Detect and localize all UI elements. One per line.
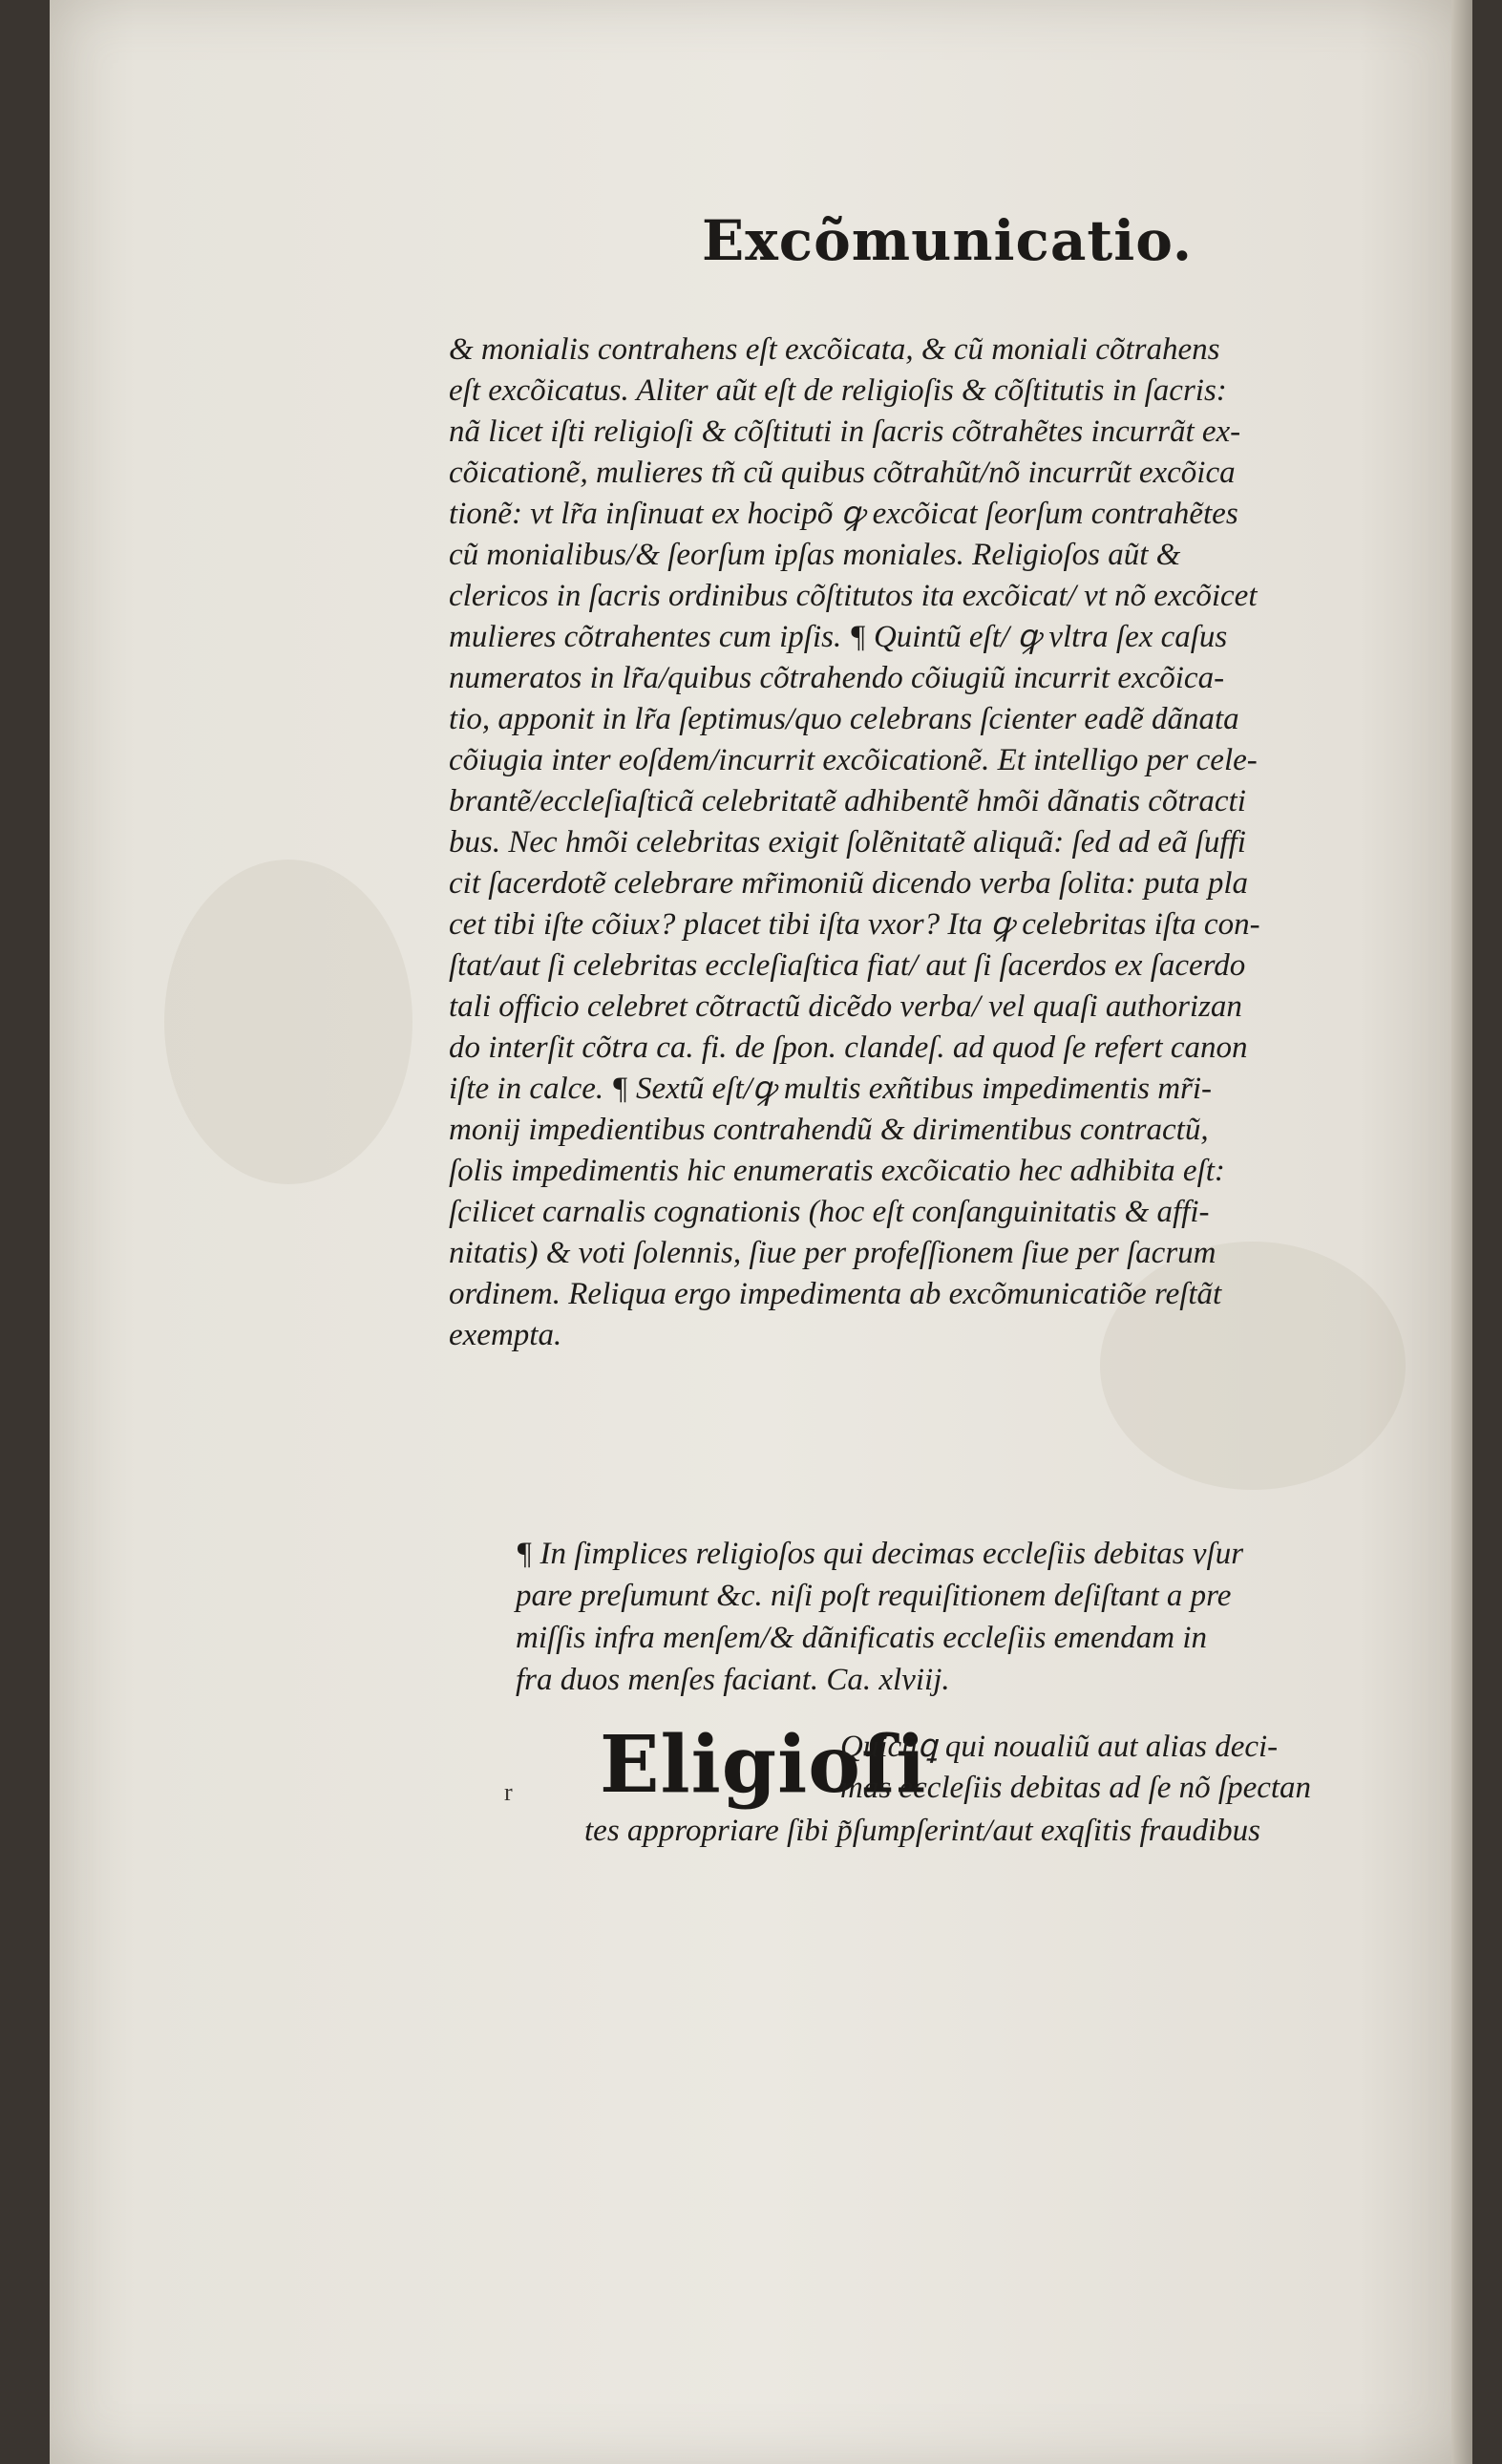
decorated-initial-word: Eligioſi: [600, 1719, 927, 1811]
text-line: cet tibi iſte cõiux? placet tibi iſta vxor? Ita ꝙ celebritas iſta con-: [449, 907, 1260, 942]
text-line: & monialis contrahens eſt excõicata, & cũ moniali cõtrahens: [449, 332, 1220, 367]
text-line: do interſit cõtra ca. fi. de ſpon. clandeſ. ad quod ſe refert canon: [449, 1030, 1248, 1065]
text-line: ordinem. Reliqua ergo impedimenta ab excõmunicatiõe reſtãt: [449, 1277, 1222, 1311]
summary-line: fra duos menſes faciant. Ca. xlviij.: [516, 1663, 950, 1697]
text-line: cũ monialibus/& ſeorſum ipſas moniales. Religioſos aũt &: [449, 538, 1181, 572]
text-line: ſtat/aut ſi celebritas eccleſiaſtica fiat/ aut ſi ſacerdos ex ſacerdo: [449, 948, 1246, 983]
text-line: mulieres cõtrahentes cum ipſis. ¶ Quintũ eſt/ ꝙ vltra ſex caſus: [449, 620, 1228, 654]
side-text-line: mas eccleſiis debitas ad ſe nõ ſpectan: [840, 1771, 1312, 1805]
text-line: ſolis impedimentis hic enumeratis excõicatio hec adhibita eſt:: [449, 1154, 1225, 1188]
text-line: tali officio celebret cõtractũ dicẽdo verba/ vel quaſi authorizan: [449, 989, 1242, 1024]
text-line: numeratos in lr̃a/quibus cõtrahendo cõiugiũ incurrit excõica-: [449, 661, 1225, 695]
text-line: brantẽ/eccleſiaſticã celebritatẽ adhibentẽ hmõi dãnatis cõtracti: [449, 784, 1246, 818]
side-text-line: Quicũꝗ qui noualiũ aut alias deci-: [840, 1730, 1279, 1764]
text-line: monij impedientibus contrahendũ & dirimentibus contractũ,: [449, 1113, 1209, 1147]
text-line: tionẽ: vt lr̃a inſinuat ex hocipõ ꝙ excõicat ſeorſum contrahẽtes: [449, 497, 1238, 531]
running-head: Excõmunicatio.: [702, 208, 1194, 273]
text-line: bus. Nec hmõi celebritas exigit ſolẽnitatẽ aliquã: ſed ad eã ſuffi: [449, 825, 1246, 860]
text-line: cit ſacerdotẽ celebrare mr̃imoniũ dicendo verba ſolita: puta pla: [449, 866, 1249, 901]
text-line: exempta.: [449, 1318, 562, 1352]
text-line: ſcilicet carnalis cognationis (hoc eſt conſanguinitatis & affi-: [449, 1195, 1210, 1229]
text-line: tio, apponit in lr̃a ſeptimus/quo celebrans ſcienter eadẽ dãnata: [449, 702, 1239, 736]
summary-line: pare preſumunt &c. niſi poſt requiſitionem deſiſtant a pre: [516, 1579, 1232, 1613]
text-line: iſte in calce. ¶ Sextũ eſt/ꝙ multis exñtibus impedimentis mr̃i-: [449, 1072, 1213, 1106]
text-line: eſt excõicatus. Aliter aũt eſt de religioſis & cõſtitutis in ſacris:: [449, 373, 1227, 408]
final-line: tes appropriare ſibi p̃ſumpſerint/aut exqſitis fraudibus: [584, 1814, 1260, 1848]
summary-line: ¶ In ſimplices religioſos qui decimas eccleſiis debitas vſur: [516, 1537, 1244, 1571]
text-line: cõicationẽ, mulieres tñ cũ quibus cõtrahũt/nõ incurrũt excõica: [449, 456, 1236, 490]
text-line: clericos in ſacris ordinibus cõſtitutos ita excõicat/ vt nõ excõicet: [449, 579, 1258, 613]
main-text-block: [449, 329, 1485, 1356]
summary-line: miſſis infra menſem/& dãnificatis eccleſiis emendam in: [516, 1621, 1208, 1655]
paper-stain: [164, 860, 413, 1184]
text-line: cõiugia inter eoſdem/incurrit excõicationẽ. Et intelligo per cele-: [449, 743, 1258, 777]
margin-mark: r: [504, 1778, 513, 1806]
initial-side-text: [840, 1727, 1490, 1809]
text-line: nã licet iſti religioſi & cõſtituti in ſacris cõtrahẽtes incurrãt ex-: [449, 414, 1241, 449]
text-line: nitatis) & voti ſolennis, ſiue per profeſſionem ſiue per ſacrum: [449, 1236, 1216, 1270]
chapter-summary: [516, 1533, 1490, 1701]
